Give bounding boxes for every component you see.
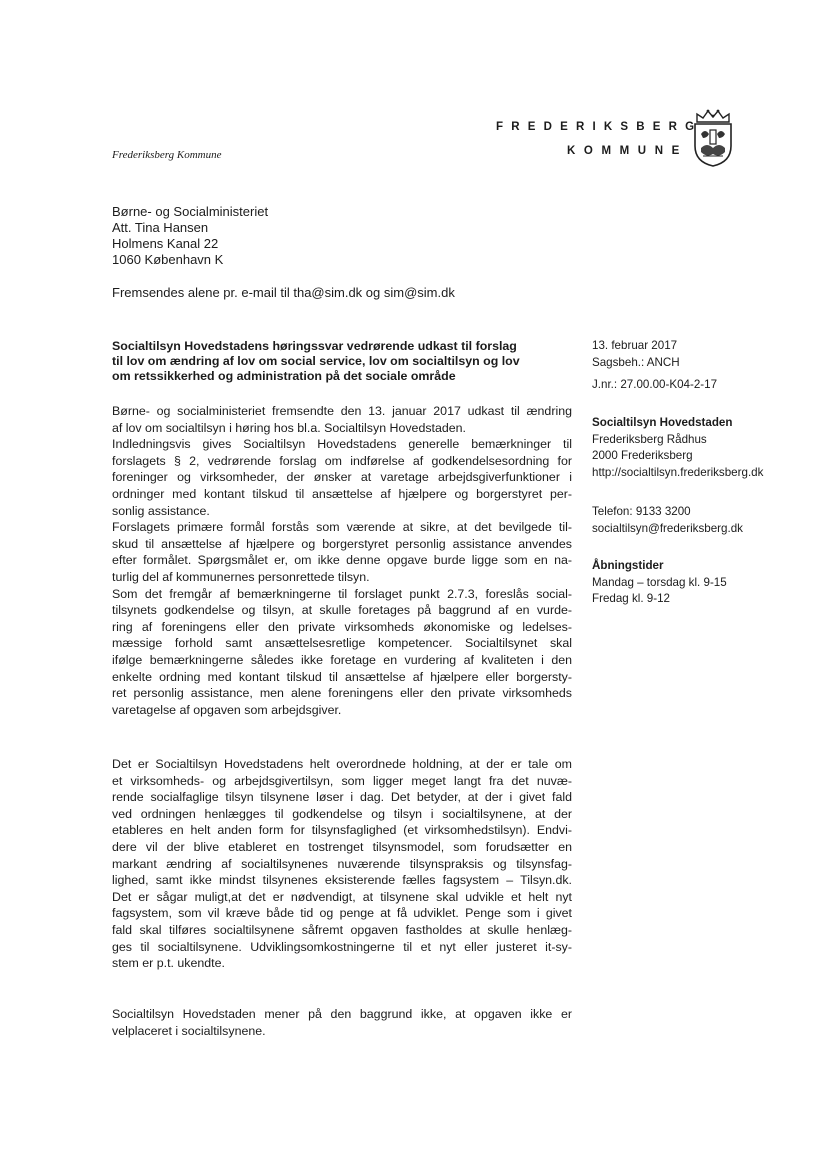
sender-website: http://socialtilsyn.frederiksberg.dk bbox=[592, 465, 764, 479]
brand-name-line2: KOMMUNE bbox=[567, 145, 688, 157]
sender-address-line: Frederiksberg Rådhus bbox=[592, 432, 707, 446]
body-line: ordninger med kontant tilskud til ansættelse af hjælpere og borgerstyret per- bbox=[112, 486, 572, 501]
body-line: turlig del af kommunernes personrettede tilsyn. bbox=[112, 569, 370, 584]
recipient-line: Børne- og Socialministeriet bbox=[112, 204, 269, 219]
recipient-address bbox=[112, 204, 268, 268]
subject-line: Socialtilsyn Hovedstadens høringssvar vedrørende udkast til forslag bbox=[112, 339, 517, 353]
body-paragraph-3 bbox=[112, 1006, 572, 1039]
letter-subject bbox=[112, 339, 582, 384]
body-line: af lov om socialtilsyn i høring hos bl.a. Socialtilsyn Hovedstaden. bbox=[112, 420, 466, 435]
body-line: skud til ansættelse af hjælpere og borgerstyret personlig assistance anvendes bbox=[112, 536, 572, 551]
body-line: foreninger og virksomheder, der ønsker at varetage arbejdsgiverfunktioner i bbox=[112, 470, 572, 485]
body-line: Indledningsvis gives Socialtilsyn Hovedstadens generelle bemærkninger til bbox=[112, 437, 572, 452]
body-line: tilsynets godkendelse og tilsyn, at skulle foretages på baggrund af en vurde- bbox=[112, 603, 572, 618]
body-paragraph-1 bbox=[112, 403, 572, 718]
body-line: velplaceret i socialtilsynene. bbox=[112, 1023, 266, 1038]
subject-line: til lov om ændring af lov om social service, lov om socialtilsyn og lov bbox=[112, 354, 520, 368]
recipient-line: 1060 København K bbox=[112, 252, 224, 267]
opening-hours-title: Åbningstider bbox=[592, 559, 664, 572]
recipient-line: Holmens Kanal 22 bbox=[112, 236, 219, 251]
body-line: ring af foreningens eller den private virksomheds økonomiske og ledelses- bbox=[112, 619, 572, 634]
body-line: Det er sågar muligt,at det er nødvendigt, at tilsynene skal udvikle et helt nyt bbox=[112, 889, 572, 904]
body-line: ges til socialtilsynene. Udviklingsomkostningerne til et nyt eller justeret it-sy- bbox=[112, 939, 572, 954]
letter-date: 13. februar 2017 bbox=[592, 339, 678, 352]
contact-block bbox=[592, 504, 743, 537]
coat-of-arms-icon bbox=[689, 108, 737, 168]
body-line: stem er p.t. ukendte. bbox=[112, 956, 225, 971]
body-line: dere vil der blive etableret en tostrenget tilsynsmodel, som forudsætter en bbox=[112, 839, 572, 854]
body-line: rende socialfaglige tilsyn tilsynene løser i dag. Det betyder, at der i givet fald bbox=[112, 790, 572, 805]
case-handler: Sagsbeh.: ANCH bbox=[592, 355, 680, 369]
opening-hours-line: Fredag kl. 9-12 bbox=[592, 592, 670, 606]
sender-phone: Telefon: 9133 3200 bbox=[592, 505, 691, 518]
body-line: Socialtilsyn Hovedstaden mener på den baggrund ikke, at opgaven ikke er bbox=[112, 1007, 572, 1021]
journal-number: J.nr.: 27.00.00-K04-2-17 bbox=[592, 378, 718, 391]
body-line: et virksomheds- og arbejdsgivertilsyn, som ligger meget langt fra det nuvæ- bbox=[112, 773, 572, 788]
body-line: Det er Socialtilsyn Hovedstadens helt overordnede holdning, at der er tale om bbox=[112, 757, 572, 771]
body-line: enkelte ordning med kontant tilskud til ansættelse af hjælpere eller borgersty- bbox=[112, 669, 572, 684]
body-line: etableres en helt anden form for tilsynsfaglighed (et virksomhedstilsyn). Endvi- bbox=[112, 823, 572, 838]
body-line: sonlig assistance. bbox=[112, 503, 210, 518]
body-line: varetagelse af opgaven som arbejdsgiver. bbox=[112, 702, 342, 717]
recipient-line: Att. Tina Hansen bbox=[112, 220, 209, 235]
body-line: efter formålet. Spørgsmålet er, om ikke denne opgave burde ligge som en na- bbox=[112, 553, 572, 568]
sender-address-block bbox=[592, 415, 763, 481]
municipality-name-italic: Frederiksberg Kommune bbox=[112, 149, 222, 161]
opening-hours-line: Mandag – torsdag kl. 9-15 bbox=[592, 575, 727, 589]
sidebar-date-block bbox=[592, 338, 680, 371]
brand-name-line1: FREDERIKSBERG bbox=[496, 121, 703, 133]
body-line: fald skal tilføres socialtilsynene såfremt opgaven fastholdes at skulle henlæg- bbox=[112, 922, 572, 937]
body-line: ret personlig assistance, men alene foreningens eller den private virksomheds bbox=[112, 686, 572, 701]
body-line: Børne- og socialministeriet fremsendte den 13. januar 2017 udkast til ændring bbox=[112, 404, 572, 418]
body-line: mæssige forhold samt ansættelsesretlige kompetencer. Socialtilsynet skal bbox=[112, 636, 572, 651]
body-line: lighed, samt ikke mindst tilsynenes eksisterende fælles fagsystem – Tilsyn.dk. bbox=[112, 873, 572, 888]
subject-line: om retssikkerhed og administration på det sociale område bbox=[112, 369, 456, 383]
body-line: ifølge bemærkningerne således ikke foretage en vurdering af kvaliteten i den bbox=[112, 652, 572, 667]
delivery-note: Fremsendes alene pr. e-mail til tha@sim.dk og sim@sim.dk bbox=[112, 285, 455, 300]
body-line: Som det fremgår af bemærkningerne til forslaget punkt 2.7.3, foreslås social- bbox=[112, 586, 572, 601]
opening-hours-block bbox=[592, 558, 727, 608]
sender-address-line: 2000 Frederiksberg bbox=[592, 449, 693, 463]
body-line: markant ændring af socialtilsynenes nuværende tilsynspraksis og tilsynsfag- bbox=[112, 856, 572, 871]
body-paragraph-2 bbox=[112, 756, 572, 972]
sender-org-name: Socialtilsyn Hovedstaden bbox=[592, 416, 733, 429]
sender-email: socialtilsyn@frederiksberg.dk bbox=[592, 521, 743, 535]
body-line: Forslagets primære formål forstås som værende at sikre, at det bevilgede til- bbox=[112, 520, 572, 535]
body-line: fagsystem, som vil kræve både tid og penge at få udviklet. Penge som i givet bbox=[112, 906, 572, 921]
body-line: ved ordningen henlægges til godkendelse og tilsyn i socialtilsynene, at der bbox=[112, 806, 572, 821]
body-line: forslagets § 2, vedrørende forslag om indførelse af godkendelsesordning for bbox=[112, 453, 572, 468]
